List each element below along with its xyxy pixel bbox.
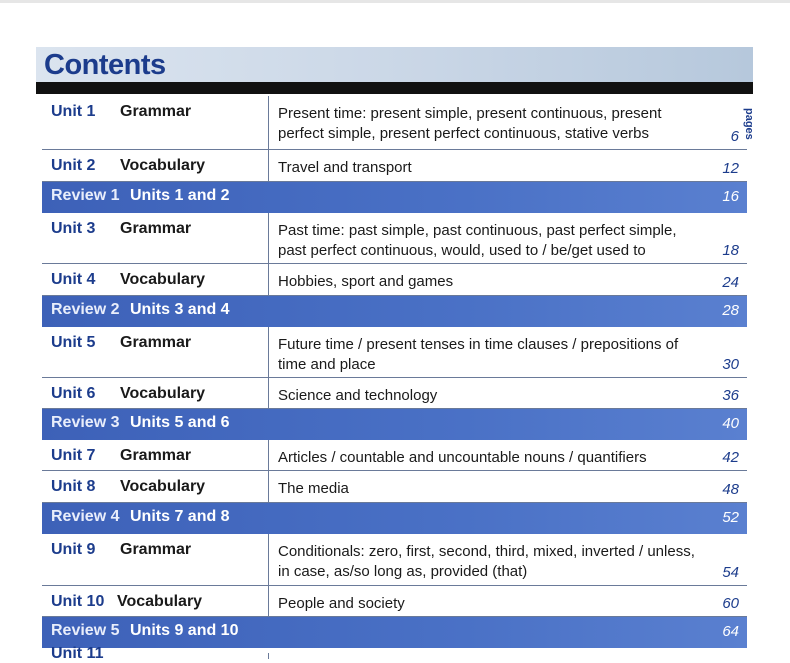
unit-type: Grammar: [120, 334, 192, 351]
unit-label: Unit 3: [51, 220, 96, 237]
page-number: 18: [722, 242, 739, 259]
page-number: 30: [722, 356, 739, 373]
review-label: Review 1: [51, 187, 120, 204]
review-units: Units 1 and 2: [130, 187, 230, 204]
table-row: [42, 586, 747, 617]
page-number: 36: [722, 387, 739, 404]
unit-description: Travel and transport: [278, 159, 412, 176]
unit-type: Vocabulary: [120, 478, 206, 495]
table-row: [42, 327, 747, 378]
column-divider: [268, 327, 269, 377]
column-divider: [268, 264, 269, 295]
table-row: [42, 471, 747, 503]
review-row: [42, 503, 747, 534]
table-row: [42, 440, 747, 471]
unit-description: Hobbies, sport and games: [278, 273, 454, 290]
unit-description: People and society: [278, 595, 405, 612]
page-number: 16: [722, 188, 739, 205]
column-divider: [268, 586, 269, 616]
unit-label: Unit 4: [51, 271, 96, 288]
review-label: Review 3: [51, 414, 120, 431]
page-number: 48: [722, 481, 739, 498]
review-row: [42, 409, 747, 440]
unit-type: Vocabulary: [120, 271, 206, 288]
column-divider: [268, 440, 269, 470]
review-label: Review 2: [51, 301, 120, 318]
column-divider: [268, 378, 269, 408]
page-number: 12: [722, 160, 739, 177]
title-rule: [36, 82, 753, 94]
unit-label: Unit 1: [51, 103, 96, 120]
unit-type: Grammar: [120, 541, 192, 558]
page-number: 60: [722, 595, 739, 612]
unit-label: Unit 6: [51, 385, 96, 402]
review-label: Review 4: [51, 508, 120, 525]
column-divider: [268, 96, 269, 149]
review-units: Units 3 and 4: [130, 301, 230, 318]
review-row: [42, 617, 747, 648]
page-number: 52: [722, 509, 739, 526]
pages-side-label: pages: [743, 108, 755, 140]
unit-description: Articles / countable and uncountable nouns / quantifiers: [278, 449, 647, 466]
page-number: 54: [722, 564, 739, 581]
unit-type: Vocabulary: [120, 157, 206, 174]
unit-description: Science and technology: [278, 387, 438, 404]
review-label: Review 5: [51, 622, 120, 639]
column-divider: [268, 471, 269, 502]
page-number: 42: [722, 449, 739, 466]
page-top-edge: [0, 0, 790, 3]
unit-type: Grammar: [120, 447, 192, 464]
unit-label: Unit 8: [51, 478, 96, 495]
table-row: [42, 534, 747, 586]
unit-description: Conditionals: zero, first, second, third, mixed, inverted / unless, in case, as/so long as, provided (that): [278, 543, 695, 580]
unit-label: Unit 9: [51, 541, 96, 558]
unit-label: Unit 10: [51, 593, 105, 610]
table-row: [42, 378, 747, 409]
table-row: [42, 150, 747, 182]
unit-label: Unit 11: [51, 645, 104, 662]
unit-description: Future time / present tenses in time clauses / prepositions of time and place: [278, 336, 679, 373]
column-divider: [268, 534, 269, 585]
table-row-partial: [42, 645, 747, 662]
review-row: [42, 296, 747, 327]
review-units: Units 9 and 10: [130, 622, 239, 639]
page-number: 64: [722, 623, 739, 640]
unit-type: Grammar: [120, 220, 192, 237]
page-number: 28: [722, 302, 739, 319]
unit-type: Vocabulary: [117, 593, 203, 610]
review-units: Units 5 and 6: [130, 414, 230, 431]
table-row: [42, 264, 747, 296]
unit-description: Present time: present simple, present continuous, present perfect simple, present perfect continuous, stative verbs: [278, 105, 662, 142]
unit-description: The media: [278, 480, 349, 497]
unit-label: Unit 5: [51, 334, 96, 351]
review-row: [42, 182, 747, 213]
unit-type: Vocabulary: [120, 385, 206, 402]
page-title: Contents: [44, 49, 166, 81]
page-number: 40: [722, 415, 739, 432]
review-units: Units 7 and 8: [130, 508, 230, 525]
table-row: [42, 96, 747, 150]
column-divider: [268, 150, 269, 181]
unit-label: Unit 7: [51, 447, 96, 464]
unit-label: Unit 2: [51, 157, 96, 174]
page-number: 24: [722, 274, 739, 291]
column-divider: [268, 653, 269, 659]
column-divider: [268, 213, 269, 263]
unit-type: Grammar: [120, 103, 192, 120]
unit-description: Past time: past simple, past continuous, past perfect simple, past perfect continuous, would, used to / be/get used to: [278, 222, 677, 259]
table-row: [42, 213, 747, 264]
page-number: 6: [730, 128, 739, 145]
